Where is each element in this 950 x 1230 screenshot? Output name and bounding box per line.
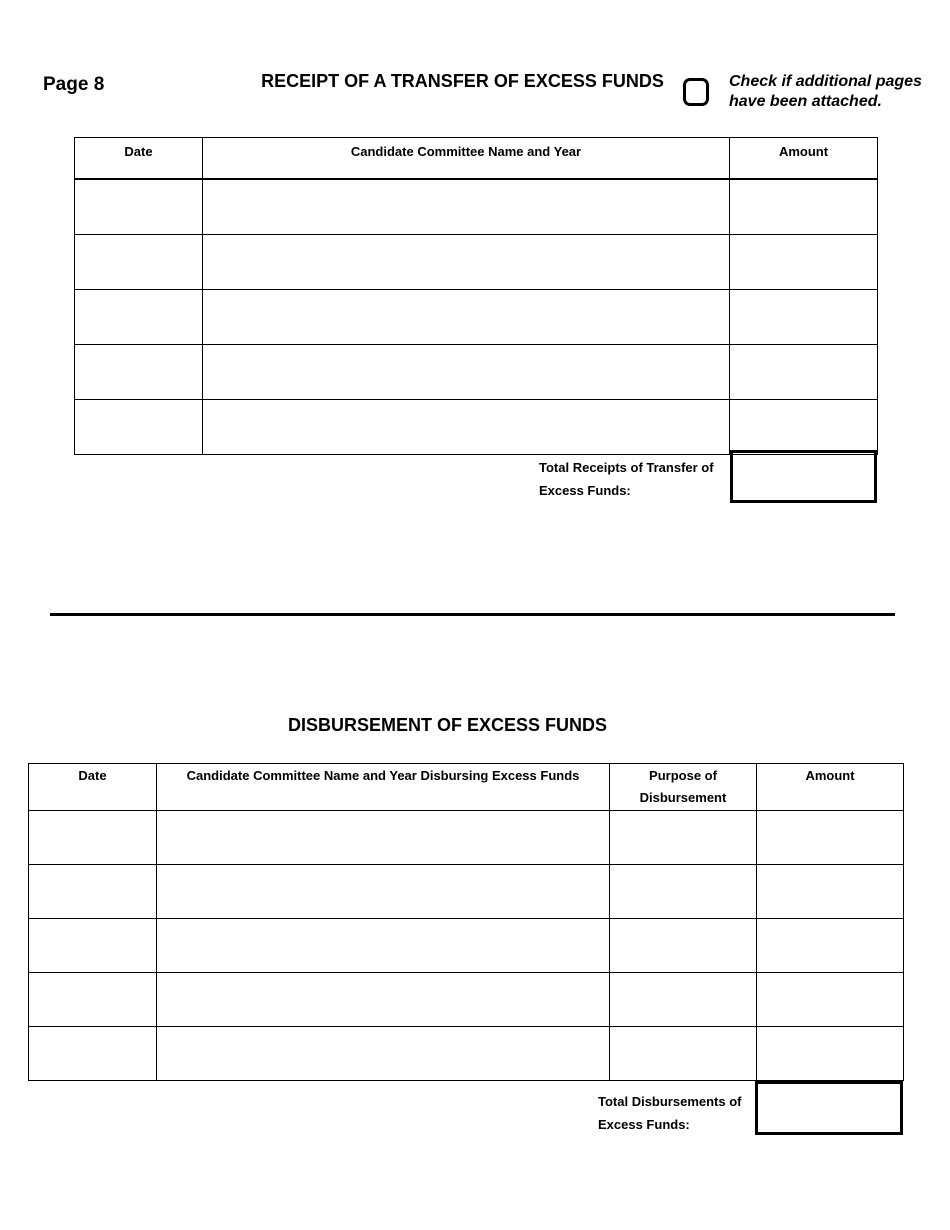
receipts-amount-header: Amount — [730, 138, 878, 180]
receipt-date-cell[interactable] — [75, 400, 203, 455]
disbursement-amount-cell[interactable] — [757, 865, 904, 919]
receipts-committee-header: Candidate Committee Name and Year — [203, 138, 730, 180]
table-row — [29, 811, 904, 865]
disbursement-committee-cell[interactable] — [157, 811, 610, 865]
table-row — [29, 973, 904, 1027]
table-row — [75, 235, 878, 290]
disbursement-date-cell[interactable] — [29, 973, 157, 1027]
table-row — [75, 345, 878, 400]
receipts-header-row — [75, 138, 878, 180]
disbursements-committee-header: Candidate Committee Name and Year Disbursing Excess Funds — [157, 764, 610, 811]
table-row — [29, 1027, 904, 1081]
receipt-committee-cell[interactable] — [203, 345, 730, 400]
disbursement-date-cell[interactable] — [29, 865, 157, 919]
disbursements-table — [28, 763, 904, 1081]
receipt-date-cell[interactable] — [75, 345, 203, 400]
disbursement-purpose-cell[interactable] — [610, 865, 757, 919]
disbursement-date-cell[interactable] — [29, 919, 157, 973]
disbursement-purpose-cell[interactable] — [610, 1027, 757, 1081]
receipt-amount-cell[interactable] — [730, 400, 878, 455]
additional-pages-checkbox[interactable] — [683, 78, 709, 106]
disbursements-date-header: Date — [29, 764, 157, 811]
disbursement-amount-cell[interactable] — [757, 973, 904, 1027]
receipt-date-cell[interactable] — [75, 179, 203, 235]
disbursements-header-row — [29, 764, 904, 811]
receipt-committee-cell[interactable] — [203, 400, 730, 455]
table-row — [75, 179, 878, 235]
receipt-committee-cell[interactable] — [203, 235, 730, 290]
table-row — [29, 865, 904, 919]
receipt-section-title: RECEIPT OF A TRANSFER OF EXCESS FUNDS — [261, 71, 664, 91]
receipt-amount-cell[interactable] — [730, 290, 878, 345]
disbursement-purpose-cell[interactable] — [610, 919, 757, 973]
section-divider — [50, 613, 895, 616]
total-disbursements-label-line1: Total Disbursements of — [598, 1094, 742, 1109]
disbursement-committee-cell[interactable] — [157, 973, 610, 1027]
receipt-amount-cell[interactable] — [730, 345, 878, 400]
disbursement-committee-cell[interactable] — [157, 919, 610, 973]
receipt-date-cell[interactable] — [75, 290, 203, 345]
total-disbursements-label — [598, 1090, 758, 1136]
disbursements-purpose-header: Purpose of Disbursement — [610, 764, 757, 811]
total-receipts-label-line1: Total Receipts of Transfer of — [539, 460, 714, 475]
total-receipts-label-line2: Excess Funds: — [539, 483, 631, 498]
receipt-date-cell[interactable] — [75, 235, 203, 290]
receipt-amount-cell[interactable] — [730, 235, 878, 290]
disbursement-amount-cell[interactable] — [757, 811, 904, 865]
total-receipts-field[interactable] — [730, 450, 877, 503]
total-disbursements-field[interactable] — [755, 1081, 903, 1135]
disbursement-section-title: DISBURSEMENT OF EXCESS FUNDS — [287, 715, 608, 735]
page-number: Page 8 — [43, 74, 105, 95]
total-receipts-label — [539, 456, 729, 502]
table-row — [75, 290, 878, 345]
disbursement-committee-cell[interactable] — [157, 1027, 610, 1081]
table-row — [29, 919, 904, 973]
additional-pages-note-line1: Check if additional pages — [729, 73, 922, 90]
disbursement-amount-cell[interactable] — [757, 1027, 904, 1081]
additional-pages-note — [729, 72, 944, 112]
disbursements-amount-header: Amount — [757, 764, 904, 811]
disbursement-purpose-cell[interactable] — [610, 811, 757, 865]
receipts-date-header: Date — [75, 138, 203, 180]
disbursement-purpose-cell[interactable] — [610, 973, 757, 1027]
receipt-committee-cell[interactable] — [203, 290, 730, 345]
receipt-committee-cell[interactable] — [203, 179, 730, 235]
disbursement-date-cell[interactable] — [29, 1027, 157, 1081]
additional-pages-note-line2: have been attached. — [729, 93, 882, 110]
total-disbursements-label-line2: Excess Funds: — [598, 1117, 690, 1132]
disbursement-date-cell[interactable] — [29, 811, 157, 865]
receipt-amount-cell[interactable] — [730, 179, 878, 235]
table-row — [75, 400, 878, 455]
receipts-table — [74, 137, 878, 455]
disbursement-committee-cell[interactable] — [157, 865, 610, 919]
disbursement-amount-cell[interactable] — [757, 919, 904, 973]
